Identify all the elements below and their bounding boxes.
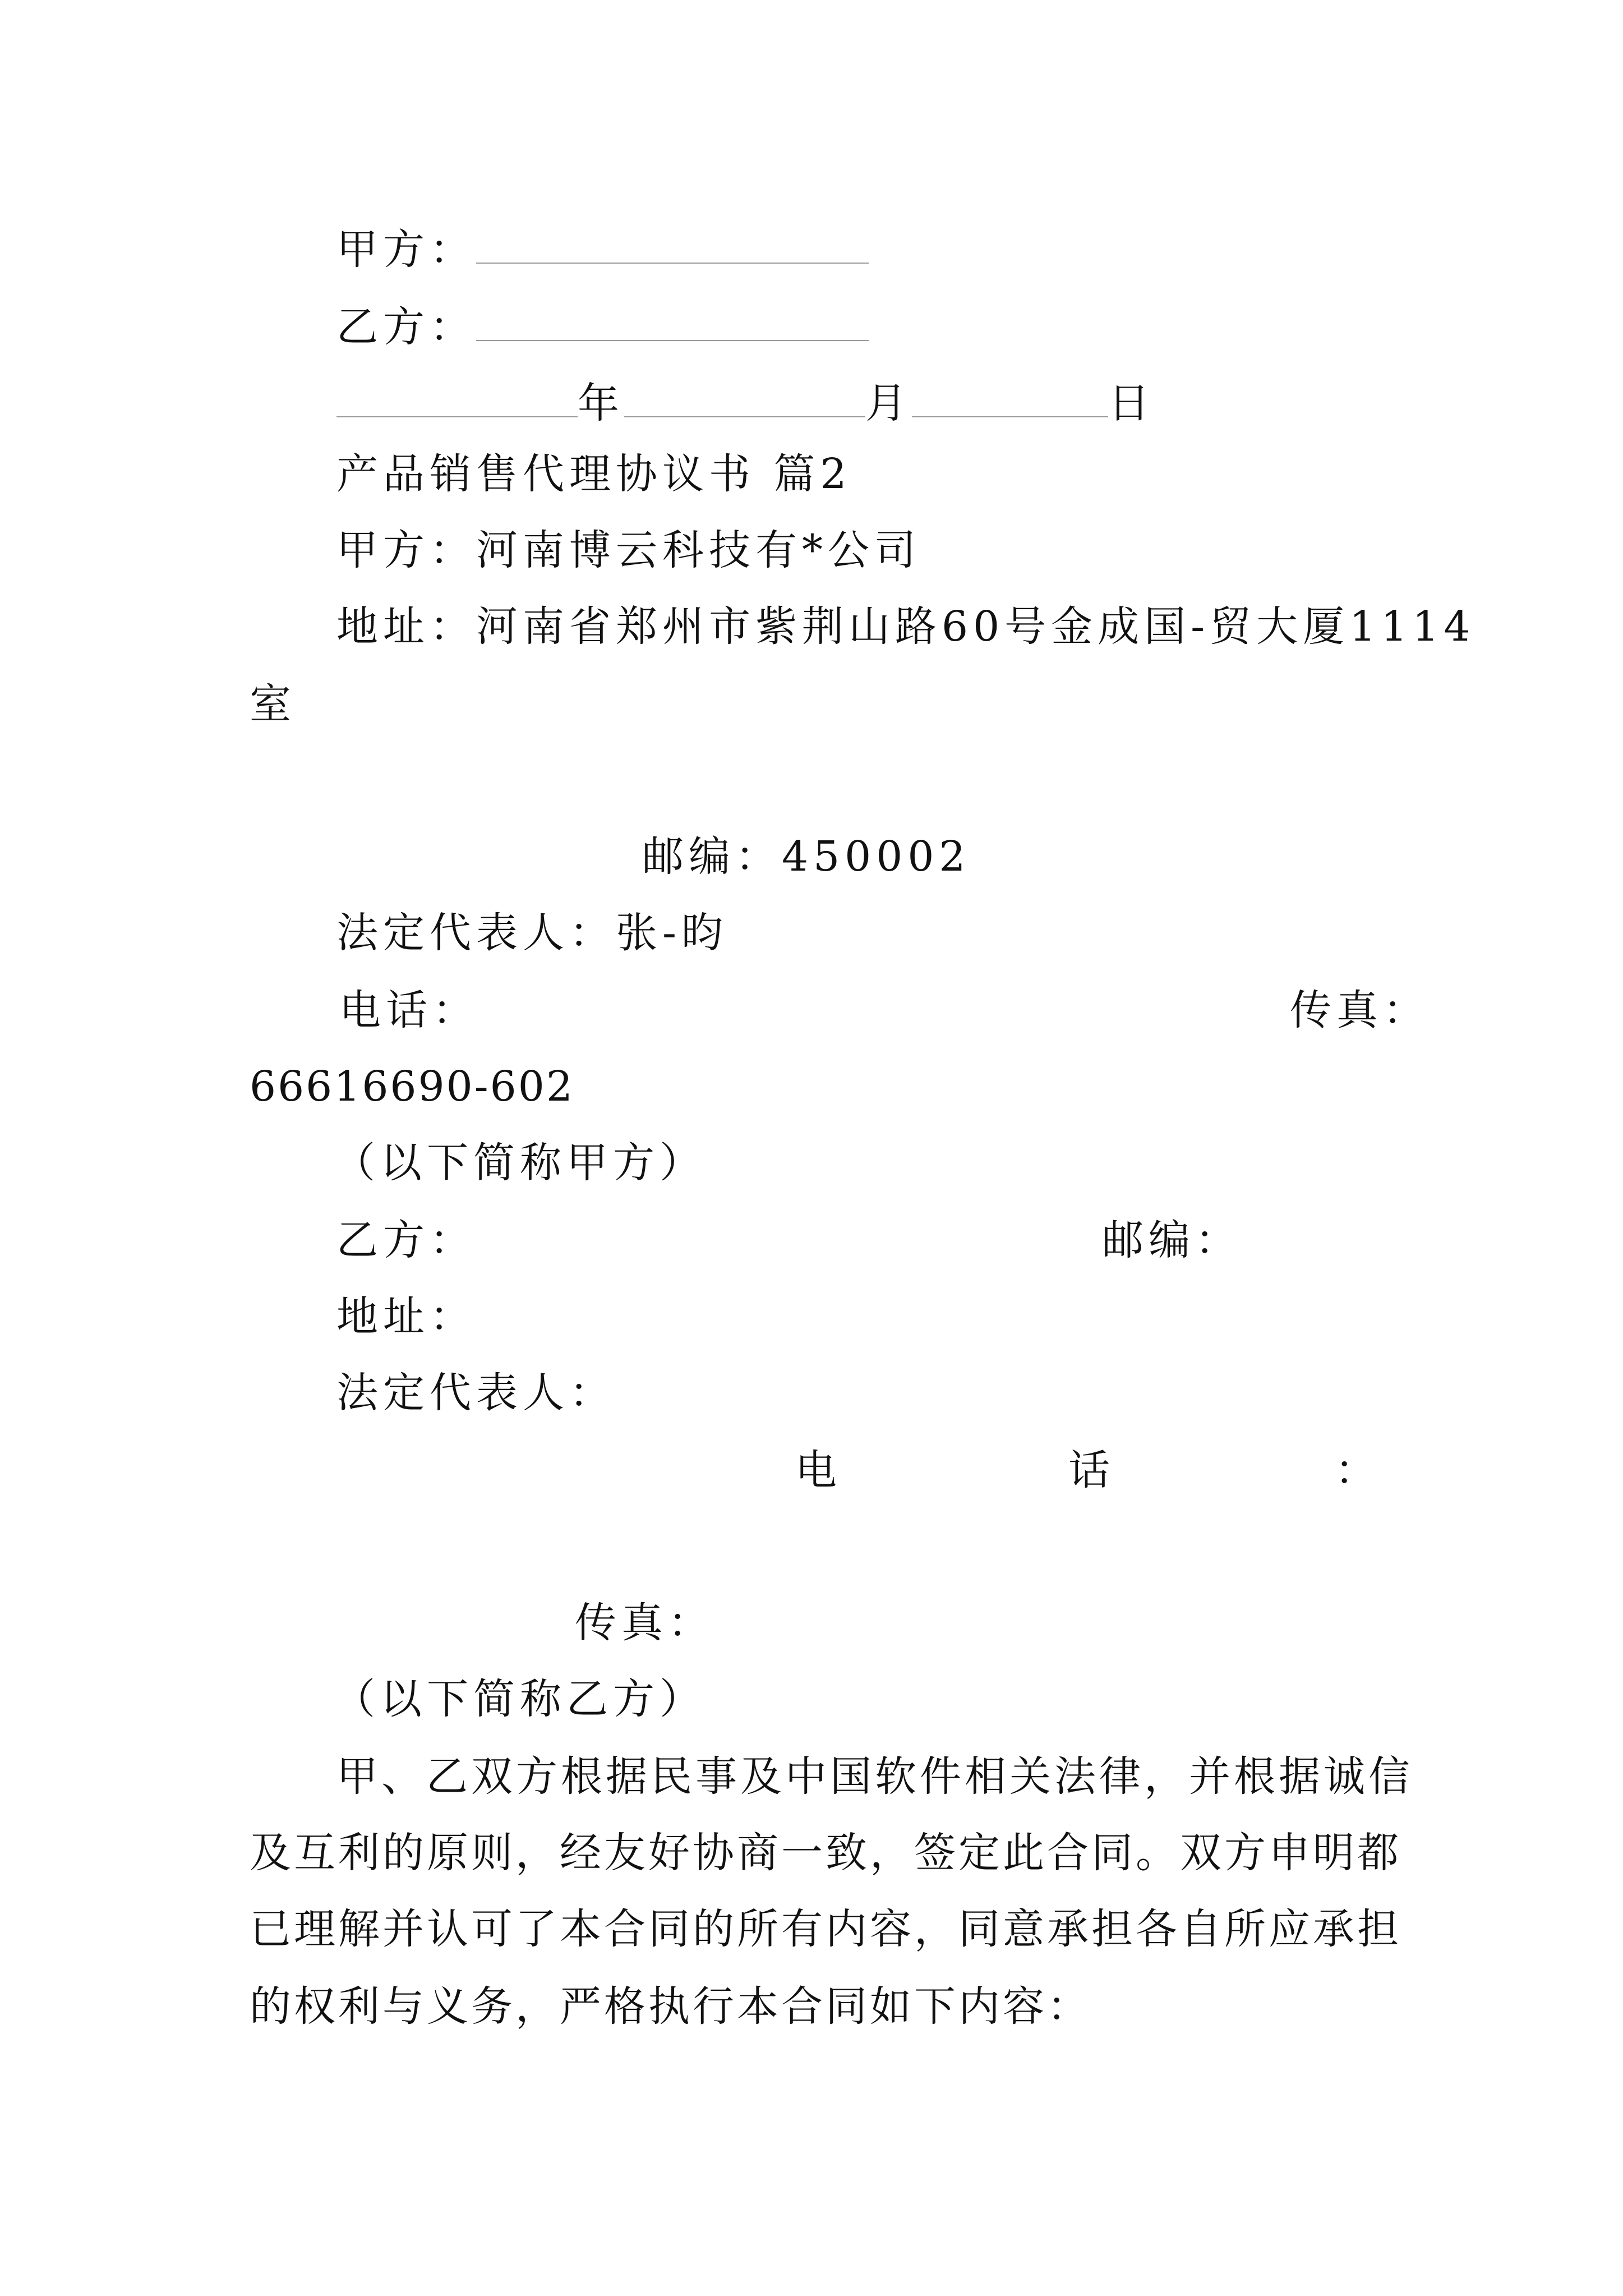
year-blank[interactable]	[336, 377, 578, 417]
party-b-postcode-label: 邮编：	[1102, 1216, 1242, 1264]
party-a-label: 甲方：	[336, 226, 476, 274]
party-a-postcode: 邮编：450002	[642, 832, 971, 881]
party-b-phone-colon: ：	[1335, 1446, 1381, 1494]
preamble-line-2: 及互利的原则，经友好协商一致，签定此合同。双方申明都	[250, 1829, 1401, 1877]
party-b-name-label: 乙方：	[336, 1216, 476, 1264]
month-label: 月	[865, 379, 912, 427]
year-label: 年	[578, 379, 624, 427]
party-b-legal-rep-label: 法定代表人：	[336, 1369, 616, 1417]
preamble-line-1: 甲、乙双方根据民事及中国软件相关法律，并根据诚信	[336, 1752, 1413, 1801]
day-label: 日	[1108, 379, 1155, 427]
party-b-phone-char-1: 电	[795, 1446, 842, 1494]
agreement-heading: 产品销售代理协议书 篇2	[336, 450, 852, 498]
party-a-address: 地址：河南省郑州市紫荆山路60号金成国-贸大厦1114	[336, 602, 1476, 651]
party-a-abbrev-note: （以下简称甲方）	[334, 1139, 706, 1187]
party-b-abbrev-note: （以下简称乙方）	[334, 1675, 706, 1723]
preamble-line-4: 的权利与义务，严格执行本合同如下内容：	[250, 1982, 1091, 2031]
party-b-blank[interactable]	[476, 301, 869, 341]
party-a-blank-line	[336, 223, 869, 274]
party-a-fax-label: 传真：	[1290, 986, 1430, 1034]
party-a-fax-value: 66616690-602	[250, 1062, 574, 1111]
preamble-line-3: 已理解并认可了本合同的所有内容，同意承担各自所应承担	[250, 1905, 1401, 1953]
party-a-legal-rep: 法定代表人：张-昀	[336, 909, 728, 957]
party-a-blank[interactable]	[476, 223, 869, 264]
party-a-phone-label: 电话：	[339, 986, 479, 1034]
party-b-address-label: 地址：	[336, 1292, 476, 1341]
date-blank-line	[336, 377, 1155, 427]
party-b-label: 乙方：	[336, 303, 476, 351]
day-blank[interactable]	[912, 377, 1108, 417]
party-b-blank-line	[336, 301, 869, 351]
party-b-phone-char-2: 话	[1068, 1446, 1115, 1494]
party-b-fax-label: 传真：	[575, 1599, 714, 1647]
month-blank[interactable]	[624, 377, 865, 417]
party-a-name: 甲方：河南博云科技有*公司	[336, 526, 921, 574]
party-a-address-continued: 室	[250, 680, 296, 728]
